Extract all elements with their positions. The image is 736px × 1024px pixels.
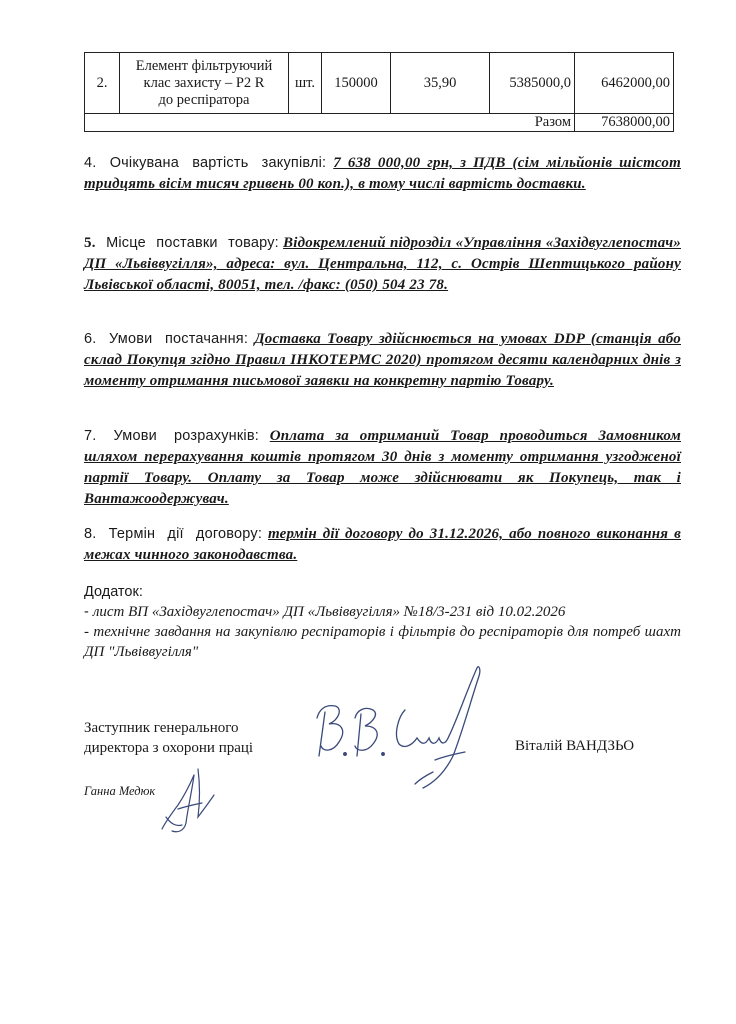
section-value: Доставка Товару здійснюється на умовах DDP (станція або склад Покупця згідно Правил ІНКОТЕРМС 2020) протягом десяти календарних днів з моменту отримання письмової заявки на конкретну партію Товару. [84,331,681,389]
section-value: Відокремлений підрозділ «Управління «Західвуглепостач» ДП «Львіввугілля», адреса: вул. Центральна, 112, с. Острів Шептицького району Львівської області, 80051, тел. /факс: (050) 504 23 78. [84,235,682,293]
items-table [84,52,674,132]
section-number: 5. [84,235,96,251]
item-name [120,53,289,114]
signatory-name: Віталій ВАНДЗЬО [515,738,635,754]
item-name-line: клас захисту – Р2 R [143,74,265,91]
appendix-item: - технічне завдання на закупівлю респіраторів і фільтрів до респіраторів для потреб шахт ДП "Львіввугілля" [84,624,681,660]
section-value: 7 638 000,00 грн, з ПДВ (сім мільйонів шістсот тридцять вісім тисяч гривень 00 коп.), в тому числі вартість доставки. [84,155,681,192]
item-unit: шт. [289,53,322,114]
handwritten-signature [295,660,495,800]
row-number: 2. [85,53,120,114]
item-name-line: Елемент фільтруючий [135,57,273,74]
item-sum: 5385000,0 [490,53,575,114]
section-delivery-terms [84,329,681,392]
item-name-line: до респіратора [158,91,250,108]
section-contract-term [84,524,681,566]
signatory-position [84,718,253,758]
section-label: Місце поставки товару: [95,235,279,251]
appendix [84,582,684,662]
total-value: 7638000,00 [575,114,674,132]
appendix-item: - лист ВП «Західвуглепостач» ДП «Львіввугілля» №18/3-231 від 10.02.2026 [84,604,566,620]
section-label: 4. Очікувана вартість закупівлі: [84,155,327,171]
section-payment-terms [84,426,681,510]
section-expected-cost [84,153,681,195]
total-row [85,114,674,132]
item-price: 35,90 [391,53,490,114]
appendix-title: Додаток: [84,584,143,600]
item-sum-vat: 6462000,00 [575,53,674,114]
initials-signature [158,765,218,840]
appendix-item-text: лист ВП «Західвуглепостач» ДП «Львіввугілля» №18/3-231 від 10.02.2026 [92,604,566,620]
section-label: 7. Умови розрахунків: [84,428,259,444]
total-label: Разом [85,114,575,132]
section-value: термін дії договору до 31.12.2026, або повного виконання в межах чинного законодавства. [84,526,682,563]
position-line: Заступник генерального [84,720,239,736]
position-line: директора з охорони праці [84,740,254,756]
section-label: 6. Умови постачання: [84,331,249,347]
section-delivery-place [84,233,681,296]
table-row [85,53,674,114]
executor-name: Ганна Медюк [84,784,156,798]
section-label: 8. Термін дії договору: [84,526,263,542]
section-value: Оплата за отриманий Товар проводиться Замовником шляхом перерахування коштів протягом 30 днів з моменту отримання узгодженої партії Товару. Оплату за Товар може здійснювати як Покупець, так і Вантажоодержувач. [84,428,681,507]
item-quantity: 150000 [322,53,391,114]
